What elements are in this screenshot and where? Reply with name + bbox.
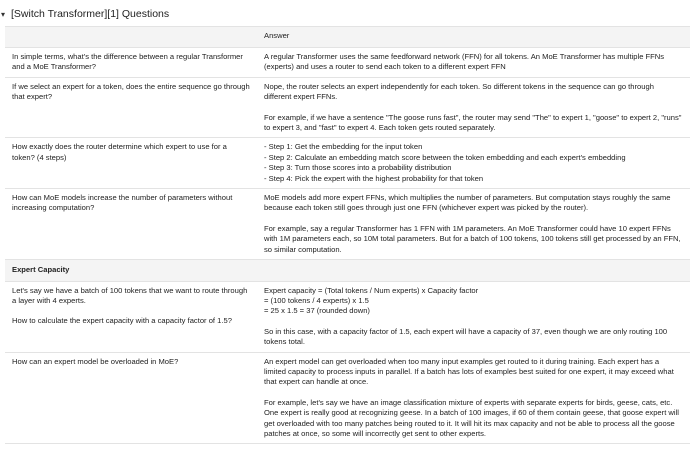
answer-text: Nope, the router selects an expert independently for each token. So different tokens in the sequence can go through different expert FFNs. (264, 81, 654, 102)
answer-cell (257, 352, 690, 444)
question-cell (5, 48, 257, 78)
answer-cell (257, 281, 690, 352)
section-empty-cell (257, 260, 690, 281)
question-text: If we select an expert for a token, does the entire sequence go through that expert? (12, 81, 250, 102)
section-row (5, 260, 690, 281)
table-row (5, 138, 690, 189)
table-row (5, 189, 690, 260)
question-cell (5, 77, 257, 138)
question-text: Let's say we have a batch of 100 tokens that we want to route through a layer with 4 experts. (12, 285, 248, 305)
question-cell (5, 138, 257, 189)
section-heading[interactable] (0, 6, 169, 22)
section-title: [Switch Transformer][1] Questions (11, 8, 170, 20)
answer-text: For example, let's say we have an image classification mixture of experts with separate experts for birds, geese, cats, etc. One expert is really good at recognizing geese. In a batch of 100 images, if 60 of them contain geese, that goose expert will get overloaded with too many patches being routed to it. It will hit its max capacity and not be able to process all the goose patches at once, so some will incorrectly get sent to other experts. (264, 397, 679, 438)
answer-column-header: Answer (257, 27, 690, 48)
answer-cell (257, 138, 690, 189)
answer-text: For example, if we have a sentence "The goose runs fast", the router may send "The" to expert 1, "goose" to expert 2, "runs" to expert 3, and "fast" to expert 4. Each token gets routed separately. (264, 112, 682, 133)
question-cell (5, 281, 257, 352)
question-text: How to calculate the expert capacity with a capacity factor of 1.5? (12, 316, 232, 326)
answer-text: MoE models add more expert FFNs, which multiplies the number of parameters. But computation stays roughly the same because each token still goes through just one FFN (whichever expert was picked by the router). (264, 193, 671, 213)
table-row (5, 77, 690, 138)
collapse-caret-icon[interactable]: ▾ (1, 9, 6, 19)
question-text: In simple terms, what's the difference between a regular Transformer and a MoE Transformer? (12, 52, 243, 72)
section-title-cell: Expert Capacity (5, 260, 257, 281)
question-text: How can MoE models increase the number of parameters without increasing computation? (12, 193, 233, 213)
question-text: How can an expert model be overloaded in MoE? (12, 356, 179, 366)
answer-text: For example, say a regular Transformer has 1 FFN with 1M parameters. An MoE Transformer could have 10 expert FFNs with 1M parameters each, so 10M total parameters. But for a batch of 100 tokens, 100 tokens still get processed by an FFN, so similar computation. (264, 223, 681, 254)
answer-text: An expert model can get overloaded when too many input examples get routed to it during training. Each expert has a limited capacity to process inputs in parallel. If a batch has lots of examples best suited for one expert, it may exceed what that expert can handle at once. (264, 356, 674, 387)
table-header-row (5, 27, 690, 48)
question-text: How exactly does the router determine which expert to use for a token? (4 steps) (12, 142, 227, 162)
qa-table (5, 26, 690, 444)
answer-cell (257, 77, 690, 138)
answer-cell (257, 189, 690, 260)
table-row (5, 352, 690, 444)
answer-text: So in this case, with a capacity factor of 1.5, each expert will have a capacity of 37, even though we are only routing 100 tokens total. (264, 326, 668, 347)
table-row (5, 281, 690, 352)
question-cell (5, 189, 257, 260)
question-cell (5, 352, 257, 444)
question-column-header (5, 27, 257, 48)
answer-text: Expert capacity = (Total tokens / Num experts) x Capacity factor = (100 tokens / 4 experts) x 1.5 = 25 x 1.5 = 37 (rounded down) (264, 285, 479, 316)
table-row (5, 48, 690, 78)
answer-text: A regular Transformer uses the same feedforward network (FFN) for all tokens. An MoE Transformer has multiple FFNs (experts) and uses a router to send each token to a different expert FFN (264, 52, 665, 72)
answer-text: - Step 1: Get the embedding for the input token - Step 2: Calculate an embedding match score between the token embedding and each expert's embedding - Step 3: Turn those scores into a probability distribution - Step 4: Pick the expert with the highest probability for that token (264, 142, 626, 183)
answer-cell (257, 48, 690, 78)
